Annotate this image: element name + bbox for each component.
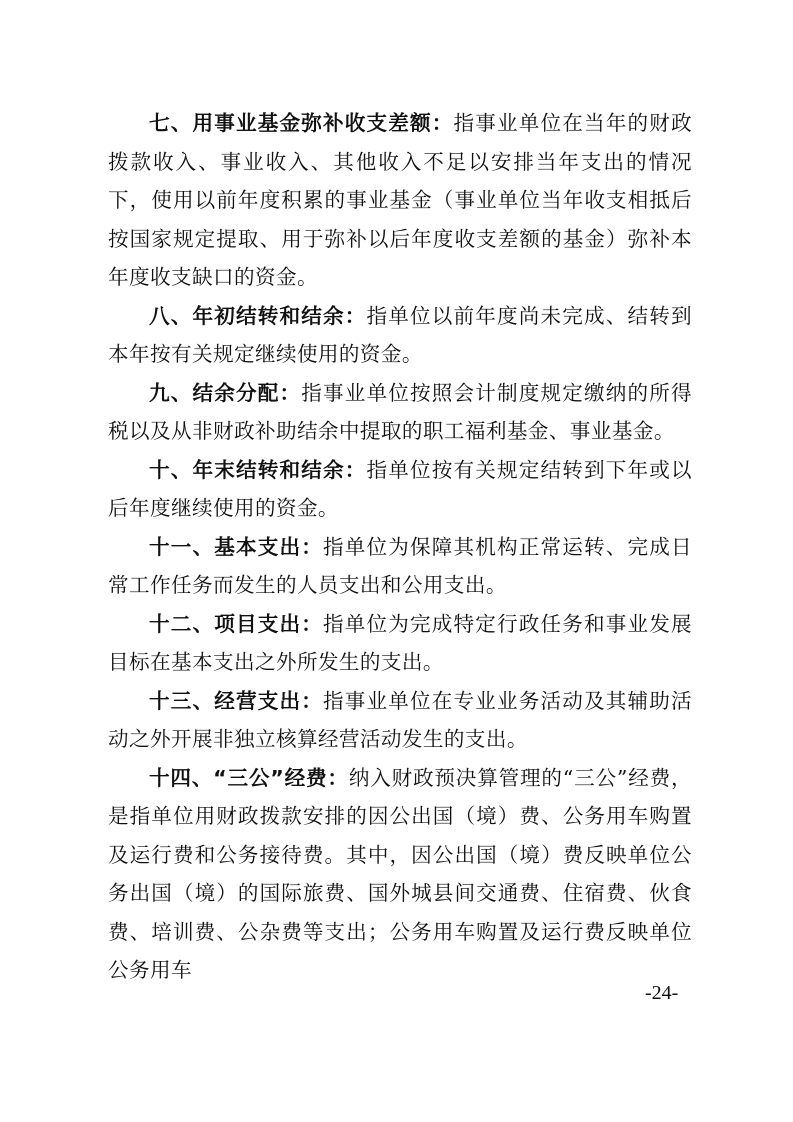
section-8-term: 八、年初结转和结余：: [149, 303, 367, 328]
section-11-text: 指单位为保障其机构正常运转、完成日常工作任务而发生的人员支出和公用支出。: [108, 534, 692, 597]
section-12-text: 指单位为完成特定行政任务和事业发展目标在基本支出之外所发生的支出。: [108, 611, 692, 674]
page-number: -24-: [645, 982, 679, 1004]
section-14-term: 十四、“三公”经费：: [149, 765, 349, 790]
section-11-term: 十一、基本支出：: [149, 534, 323, 559]
section-7-term: 七、用事业基金弥补收支差额：: [149, 111, 454, 135]
section-13-text: 指事业单位在专业业务活动及其辅助活动之外开展非独立核算经营活动发生的支出。: [108, 688, 692, 751]
section-7: [108, 104, 692, 297]
section-13: [108, 682, 692, 759]
section-10: [108, 451, 692, 528]
section-9-term: 九、结余分配：: [149, 380, 302, 405]
section-10-term: 十、年末结转和结余：: [149, 457, 367, 482]
section-7-text: 指事业单位在当年的财政拨款收入、事业收入、其他收入不足以安排当年支出的情况下，使用以前年度积累的事业基金（事业单位当年收支相抵后按国家规定提取、用于弥补以后年度收支差额的基金）弥补本年度收支缺口的资金。: [108, 111, 692, 289]
section-12: [108, 605, 692, 682]
section-14-text: 纳入财政预决算管理的“三公”经费，是指单位用财政拨款安排的因公出国（境）费、公务用车购置及运行费和公务接待费。其中，因公出国（境）费反映单位公务出国（境）的国际旅费、国外城县间交通费、住宿费、伙食费、培训费、公杂费等支出；公务用车购置及运行费反映单位公务用车: [108, 765, 692, 982]
document-body: [108, 104, 692, 990]
section-11: [108, 528, 692, 605]
section-14: [108, 759, 692, 990]
section-12-term: 十二、项目支出：: [149, 611, 323, 636]
section-9: [108, 374, 692, 451]
section-13-term: 十三、经营支出：: [149, 688, 323, 713]
section-8: [108, 297, 692, 374]
section-8-text: 指单位以前年度尚未完成、结转到本年按有关规定继续使用的资金。: [108, 303, 693, 366]
section-10-text: 指单位按有关规定结转到下年或以后年度继续使用的资金。: [108, 457, 693, 520]
section-9-text: 指事业单位按照会计制度规定缴纳的所得税以及从非财政补助结余中提取的职工福利基金、事业基金。: [108, 380, 692, 443]
